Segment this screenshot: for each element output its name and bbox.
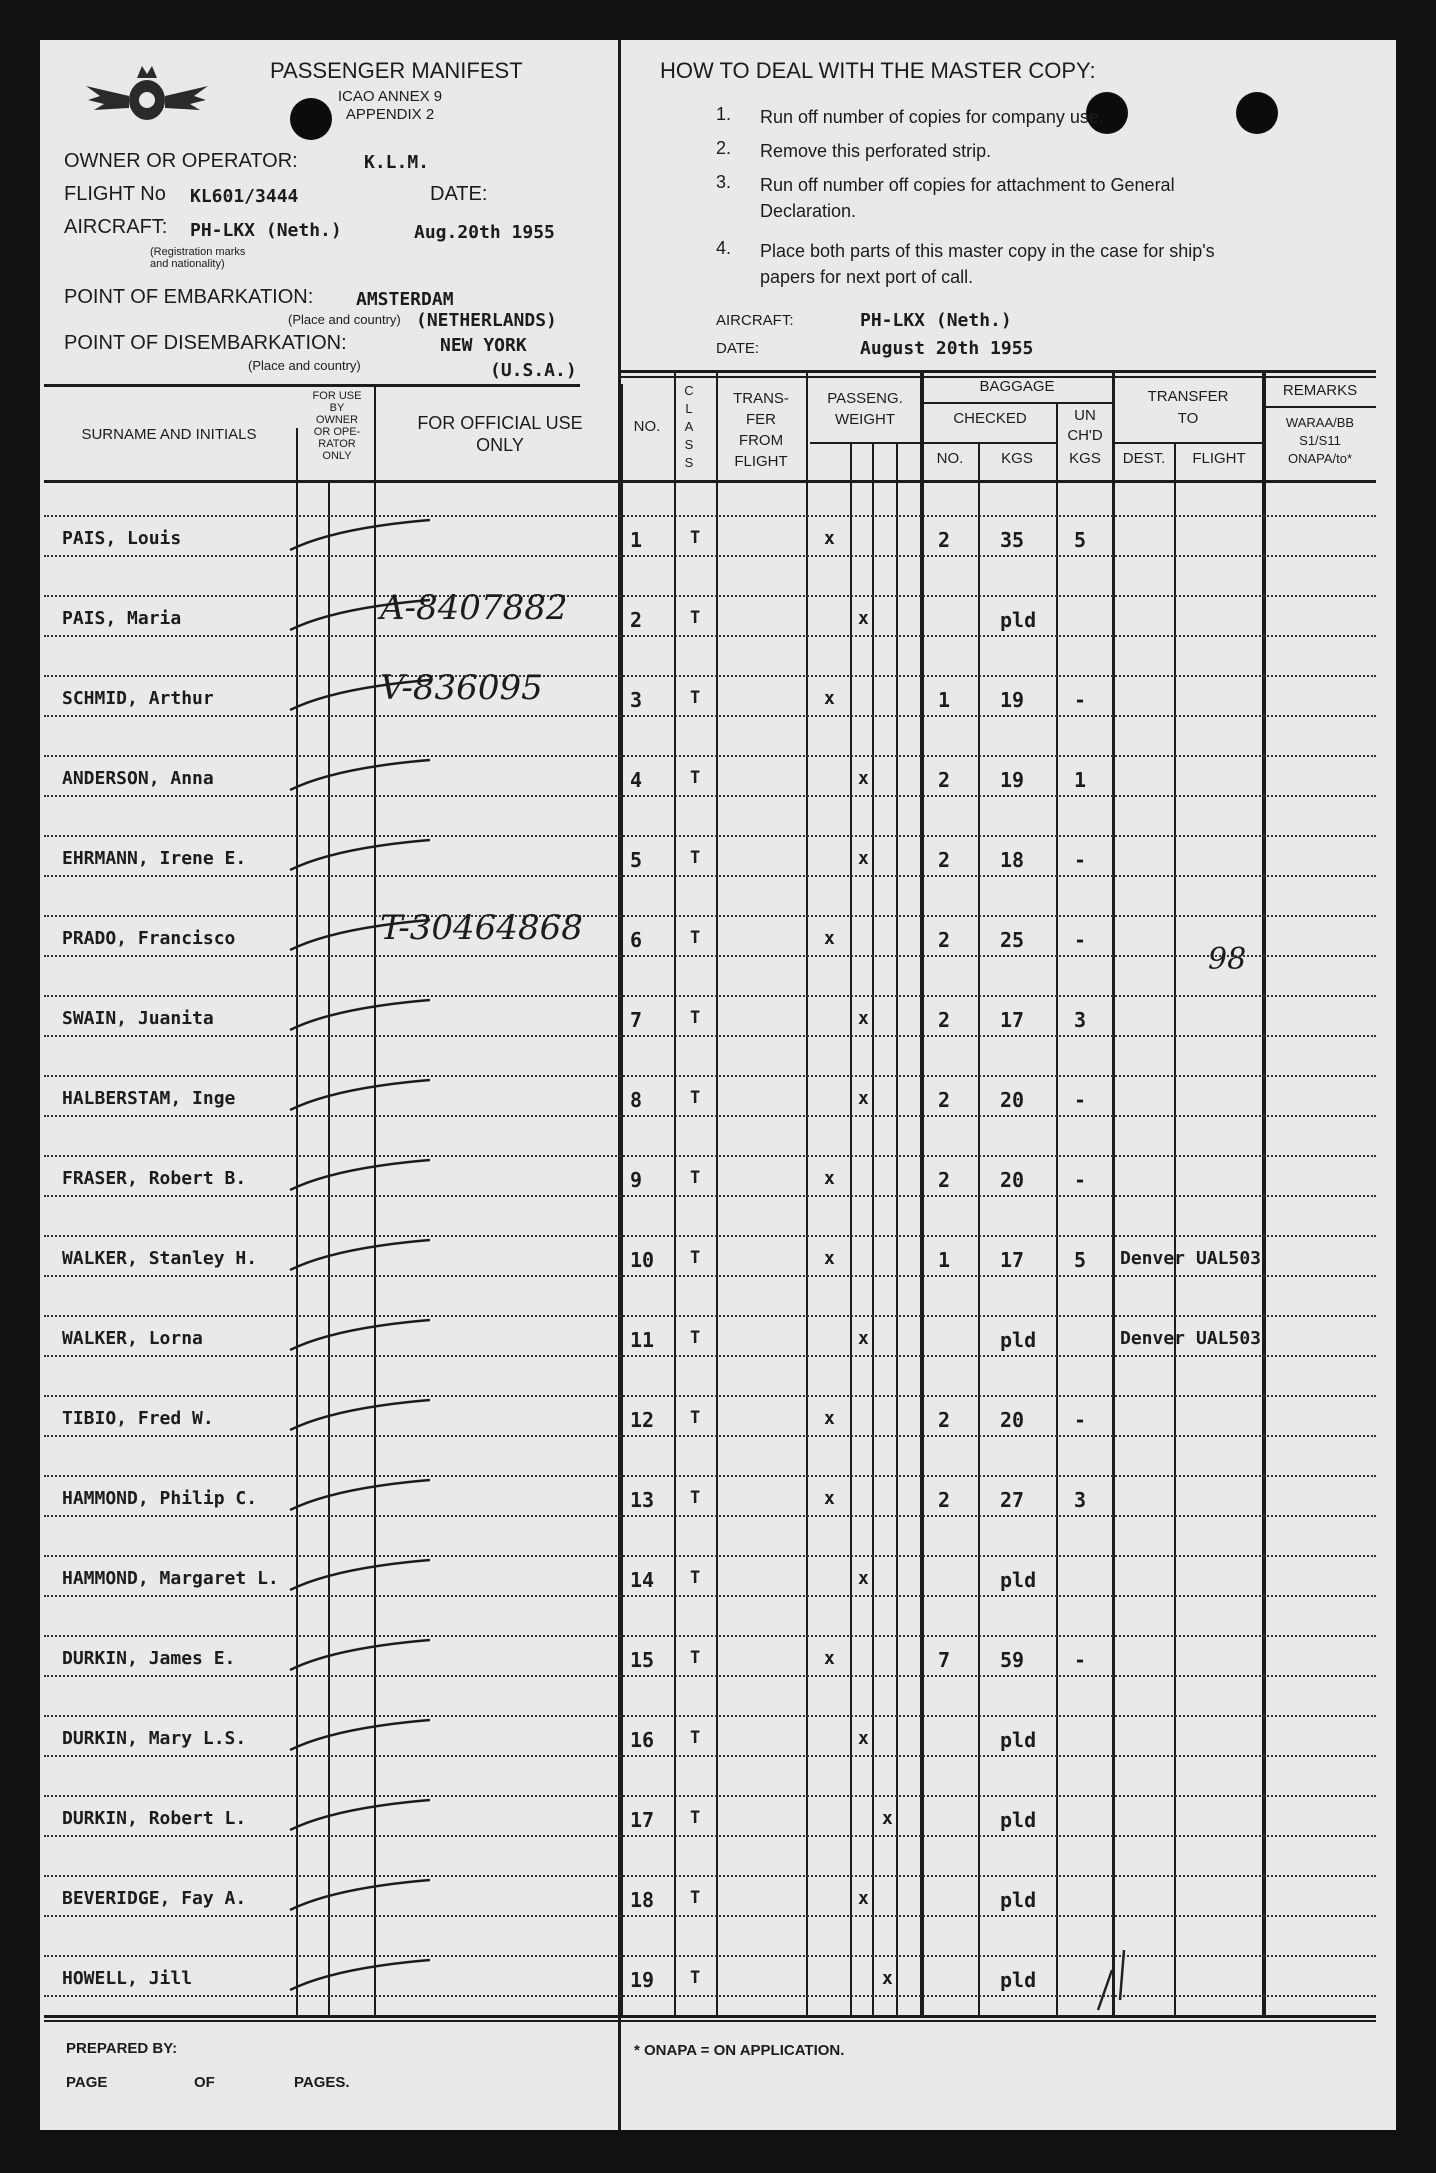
col-transfer-from: TRANS- FER FROM FLIGHT [733,390,789,470]
weight-mark: x [858,848,869,869]
owner-check-mark [280,1390,460,1440]
passenger-name: PRADO, Francisco [62,928,236,949]
page-label: PAGE [66,2074,108,2091]
bag-count: 2 [938,848,951,872]
passenger-name: PAIS, Louis [62,528,182,549]
col-remarks: REMARKS [1282,382,1358,399]
passenger-no: 9 [630,1168,643,1192]
row-rule [44,1275,1376,1277]
passenger-no: 2 [630,608,643,632]
passenger-no: 12 [630,1408,655,1432]
row-rule [44,1915,1376,1917]
date-value: Aug.20th 1955 [414,222,555,243]
punch-hole [1236,92,1278,134]
transfer-flight: UAL503 [1196,1328,1262,1349]
bag-kgs: 20 [1000,1168,1025,1192]
bag-count: 2 [938,768,951,792]
weight-mark: x [824,928,835,949]
handwritten-tick [1090,1940,1150,2020]
bag-count: 2 [938,1408,951,1432]
subheader-rule [922,442,1058,444]
column-divider [1056,402,1058,2018]
row-rule [44,1955,1376,1957]
bag-count: 2 [938,1008,951,1032]
passenger-name: SCHMID, Arthur [62,688,214,709]
manifest-subtitle: ICAO ANNEX 9 [337,88,443,105]
passenger-no: 1 [630,528,643,552]
bag-kgs: pld [1000,1328,1037,1352]
bag-kgs: 35 [1000,528,1025,552]
passenger-name: DURKIN, Robert L. [62,1808,247,1829]
passenger-no: 4 [630,768,643,792]
bag-kgs: 17 [1000,1248,1025,1272]
col-unchd-kgs: KGS [1069,450,1101,467]
owner-check-mark [280,670,460,720]
bag-kgs: 19 [1000,768,1025,792]
passenger-name: HAMMOND, Philip C. [62,1488,258,1509]
instr-aircraft-value: PH-LKX (Neth.) [860,310,1012,331]
owner-label: OWNER OR OPERATOR: [64,150,298,172]
row-rule [44,1755,1376,1757]
bag-kgs: pld [1000,1568,1037,1592]
bag-kgs: pld [1000,1728,1037,1752]
table-bottom-rule [44,2020,1376,2022]
weight-mark: x [858,768,869,789]
row-rule [44,1995,1376,1997]
col-surname: SURNAME AND INITIALS [81,426,257,443]
col-baggage: BAGGAGE [979,378,1055,395]
owner-check-mark [280,1870,460,1920]
col-unchd: UN CH'D [1067,407,1103,444]
owner-check-mark [280,1470,460,1520]
column-divider [850,442,852,2018]
owner-check-mark [280,1070,460,1120]
passenger-class: T [690,1168,701,1188]
row-rule [44,1875,1376,1877]
bag-kgs: pld [1000,1888,1037,1912]
row-rule [44,555,1376,557]
passenger-class: T [690,1248,701,1268]
weight-mark: x [824,1488,835,1509]
bag-kgs: 19 [1000,688,1025,712]
passenger-class: T [690,528,701,548]
owner-check-mark [280,1310,460,1360]
row-rule [44,1195,1376,1197]
owner-check-mark [280,1790,460,1840]
passenger-name: DURKIN, Mary L.S. [62,1728,247,1749]
passenger-name: WALKER, Stanley H. [62,1248,258,1269]
instruction-text: Run off number of copies for company use. [760,107,1104,127]
passenger-class: T [690,1648,701,1668]
owner-check-mark [280,1150,460,1200]
manifest-title: PASSENGER MANIFEST [270,58,523,83]
passenger-name: HALBERSTAM, Inge [62,1088,236,1109]
weight-mark: x [858,1088,869,1109]
row-rule [44,1355,1376,1357]
passenger-no: 7 [630,1008,643,1032]
weight-mark: x [824,1168,835,1189]
bag-kgs: pld [1000,1808,1037,1832]
column-divider [1174,442,1176,2018]
row-rule [44,1715,1376,1717]
passenger-name: HOWELL, Jill [62,1968,193,1989]
instruction-number: 1. [716,104,732,124]
owner-check-mark [280,830,460,880]
passenger-class: T [690,688,701,708]
embark-note: (Place and country) [288,312,401,327]
row-rule [44,515,1376,517]
instructions-title: HOW TO DEAL WITH THE MASTER COPY: [660,58,1096,83]
subheader-rule [922,402,1112,404]
row-rule [44,1155,1376,1157]
bag-count: 2 [938,1168,951,1192]
column-divider [1262,370,1266,2018]
unchecked-kgs: 1 [1074,768,1087,792]
owner-check-mark [280,1950,460,2000]
transfer-flight: UAL503 [1196,1248,1262,1269]
passenger-name: EHRMANN, Irene E. [62,848,247,869]
passenger-no: 10 [630,1248,655,1272]
official-number: V-836095 [380,668,543,708]
row-rule [44,835,1376,837]
disembark-note: (Place and country) [248,358,361,373]
bag-kgs: 18 [1000,848,1025,872]
row-rule [44,1115,1376,1117]
row-rule [44,1075,1376,1077]
passenger-class: T [690,1888,701,1908]
row-rule [44,1395,1376,1397]
bag-kgs: pld [1000,1968,1037,1992]
subheader-rule [810,442,920,444]
column-divider [920,370,924,2018]
passenger-no: 11 [630,1328,655,1352]
weight-mark: x [824,1648,835,1669]
column-divider [978,442,980,2018]
disembark-value: NEW YORK [440,335,527,356]
column-header-rule [44,480,1376,483]
unchecked-kgs: - [1074,1648,1087,1672]
row-rule [44,595,1376,597]
bag-kgs: 17 [1000,1008,1025,1032]
manifest-sheet [40,40,1396,2130]
column-divider [620,384,623,2018]
passenger-class: T [690,1088,701,1108]
column-divider [296,428,298,2018]
passenger-no: 14 [630,1568,655,1592]
passenger-class: T [690,1408,701,1428]
aircraft-value: PH-LKX (Neth.) [190,220,342,241]
embark-country: (NETHERLANDS) [416,310,557,331]
row-rule [44,1475,1376,1477]
passenger-name: PAIS, Maria [62,608,182,629]
row-rule [44,635,1376,637]
bag-kgs: 27 [1000,1488,1025,1512]
passenger-name: DURKIN, James E. [62,1648,236,1669]
col-bag-no: NO. [936,450,964,467]
unchecked-kgs: 5 [1074,1248,1087,1272]
pages-label: PAGES. [294,2074,350,2091]
official-number: T-30464868 [380,908,583,948]
col-weight: PASSENG. WEIGHT [827,390,903,428]
owner-check-mark [280,590,460,640]
weight-mark: x [858,1008,869,1029]
row-rule [44,1315,1376,1317]
subheader-rule [1264,406,1376,408]
passenger-no: 15 [630,1648,655,1672]
klm-crest-logo [82,56,212,132]
instr-date-label: DATE: [716,340,760,357]
passenger-class: T [690,928,701,948]
row-rule [44,755,1376,757]
bag-kgs: 25 [1000,928,1025,952]
owner-check-mark [280,910,460,960]
col-official: FOR OFFICIAL USE ONLY [417,413,583,455]
weight-mark: x [858,1888,869,1909]
row-rule [44,995,1376,997]
column-divider [806,370,808,2018]
embark-value: AMSTERDAM [356,289,454,310]
official-number: A-8407882 [380,588,568,628]
subheader-rule [1114,442,1262,444]
col-class: C L A S S [684,383,694,470]
row-rule [44,1635,1376,1637]
unchecked-kgs: 3 [1074,1488,1087,1512]
passenger-class: T [690,1488,701,1508]
bag-count: 2 [938,528,951,552]
passenger-class: T [690,608,701,628]
row-rule [44,1555,1376,1557]
passenger-name: SWAIN, Juanita [62,1008,214,1029]
remark: 98 [1208,942,1247,977]
instruction-number: 2. [716,138,732,158]
row-rule [44,1675,1376,1677]
unchecked-kgs: 3 [1074,1008,1087,1032]
instruction-text: Place both parts of this master copy in the case for ship's papers for next port of call. [760,241,1215,287]
unchecked-kgs: - [1074,1088,1087,1112]
weight-mark: x [824,528,835,549]
weight-mark: x [824,1248,835,1269]
bag-count: 2 [938,1088,951,1112]
passenger-no: 6 [630,928,643,952]
row-rule [44,1435,1376,1437]
bag-count: 2 [938,1488,951,1512]
row-rule [44,875,1376,877]
row-rule [44,1595,1376,1597]
bag-kgs: 20 [1000,1408,1025,1432]
passenger-name: HAMMOND, Margaret L. [62,1568,279,1589]
passenger-name: BEVERIDGE, Fay A. [62,1888,247,1909]
passenger-class: T [690,1328,701,1348]
flight-value: KL601/3444 [190,186,299,207]
passenger-no: 13 [630,1488,655,1512]
column-divider [1112,370,1115,2018]
row-rule [44,675,1376,677]
passenger-no: 5 [630,848,643,872]
unchecked-kgs: - [1074,1408,1087,1432]
owner-check-mark [280,1550,460,1600]
weight-mark: x [858,608,869,629]
owner-check-mark [280,510,460,560]
passenger-no: 8 [630,1088,643,1112]
col-bag-kgs: KGS [1001,450,1033,467]
instruction-number: 3. [716,172,732,192]
col-dest: DEST. [1122,450,1166,467]
passenger-name: WALKER, Lorna [62,1328,203,1349]
passenger-name: FRASER, Robert B. [62,1168,247,1189]
row-rule [44,1795,1376,1797]
bag-kgs: pld [1000,608,1037,632]
passenger-class: T [690,848,701,868]
row-rule [44,1515,1376,1517]
row-rule [44,715,1376,717]
column-divider [896,442,898,2018]
column-divider [674,370,676,2018]
passenger-no: 18 [630,1888,655,1912]
instruction-text: Run off number off copies for attachment to General Declaration. [760,175,1175,221]
unchecked-kgs: - [1074,1168,1087,1192]
col-transfer-to: TRANSFER TO [1147,388,1229,427]
passenger-class: T [690,1568,701,1588]
passenger-name: TIBIO, Fred W. [62,1408,214,1429]
col-checked: CHECKED [953,410,1027,427]
weight-mark: x [882,1808,893,1829]
instr-date-value: August 20th 1955 [860,338,1034,359]
passenger-no: 17 [630,1808,655,1832]
bag-count: 2 [938,928,951,952]
passenger-class: T [690,1808,701,1828]
embark-label: POINT OF EMBARKATION: [64,286,314,308]
passenger-class: T [690,768,701,788]
passenger-no: 16 [630,1728,655,1752]
column-divider [716,370,718,2018]
aircraft-label: AIRCRAFT: [64,216,168,238]
bag-count: 1 [938,1248,951,1272]
passenger-no: 19 [630,1968,655,1992]
weight-mark: x [824,1408,835,1429]
header-rule [44,384,580,387]
footnote: * ONAPA = ON APPLICATION. [634,2042,845,2059]
prepared-by: PREPARED BY: [66,2040,178,2057]
unchecked-kgs: 5 [1074,528,1087,552]
owner-check-mark [280,1710,460,1760]
col-flight: FLIGHT [1192,450,1246,467]
table-bottom-rule [44,2015,1376,2018]
transfer-dest: Denver [1120,1328,1186,1349]
col-no: NO. [633,418,661,435]
disembark-label: POINT OF DISEMBARKATION: [64,332,347,354]
row-rule [44,1835,1376,1837]
row-rule [44,1235,1376,1237]
disembark-country: (U.S.A.) [490,360,577,381]
weight-mark: x [858,1728,869,1749]
row-rule [44,1035,1376,1037]
unchecked-kgs: - [1074,848,1087,872]
row-rule [44,915,1376,917]
bag-kgs: 20 [1000,1088,1025,1112]
manifest-subtitle: APPENDIX 2 [345,106,435,123]
weight-mark: x [824,688,835,709]
owner-check-mark [280,750,460,800]
row-rule [44,955,1376,957]
weight-mark: x [882,1968,893,1989]
col-remarks-sub: WARAA/BB S1/S11 ONAPA/to* [1285,415,1355,466]
owner-check-mark [280,1230,460,1280]
weight-mark: x [858,1568,869,1589]
passenger-class: T [690,1728,701,1748]
weight-mark: x [858,1328,869,1349]
unchecked-kgs: - [1074,688,1087,712]
bag-kgs: 59 [1000,1648,1025,1672]
row-rule [44,795,1376,797]
bag-count: 1 [938,688,951,712]
date-label: DATE: [430,183,488,205]
owner-check-mark [280,1630,460,1680]
instruction-text: Remove this perforated strip. [760,141,992,161]
passenger-name: ANDERSON, Anna [62,768,214,789]
instruction-number: 4. [716,238,732,258]
unchecked-kgs: - [1074,928,1087,952]
of-label: OF [194,2074,215,2091]
owner-value: K.L.M. [364,152,430,173]
owner-check-mark [280,990,460,1040]
col-owner-use: FOR USE BY OWNER OR OPE- RATOR ONLY [312,390,362,462]
flight-label: FLIGHT No [64,183,166,205]
passenger-class: T [690,1008,701,1028]
column-divider [872,442,874,2018]
passenger-class: T [690,1968,701,1988]
passenger-no: 3 [630,688,643,712]
transfer-dest: Denver [1120,1248,1186,1269]
bag-count: 7 [938,1648,951,1672]
instr-aircraft-label: AIRCRAFT: [716,312,794,329]
aircraft-note: (Registration marks and nationality) [150,246,246,270]
